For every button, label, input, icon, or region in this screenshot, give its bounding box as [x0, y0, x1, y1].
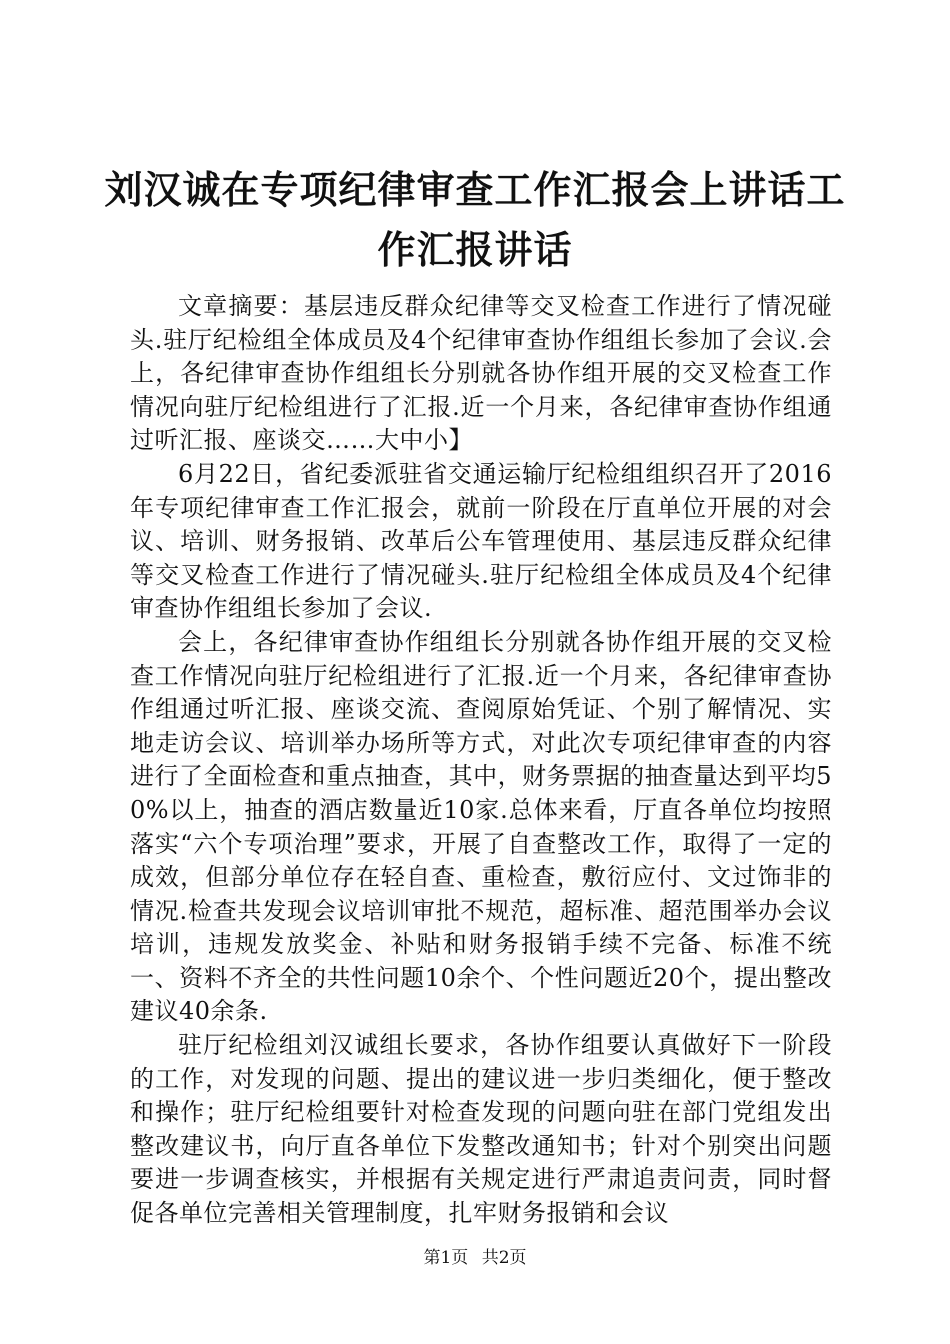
document-body — [130, 290, 832, 1231]
paragraph-requirements: 驻厅纪检组刘汉诚组长要求，各协作组要认真做好下一阶段的工作，对发现的问题、提出的建议进一步归类细化，便于整改和操作；驻厅纪检组要针对检查发现的问题向驻在部门党组发出整改建议书，向厅直各单位下发整改通知书；针对个别突出问题要进一步调查核实，并根据有关规定进行严肃追责问责，同时督促各单位完善相关管理制度，扎牢财务报销和会议 — [130, 1031, 832, 1228]
document-title: 刘汉诚在专项纪律审查工作汇报会上讲话工作汇报讲话 — [104, 168, 846, 272]
paragraph-report: 会上，各纪律审查协作组组长分别就各协作组开展的交叉检查工作情况向驻厅纪检组进行了汇报.近一个月来，各纪律审查协作组通过听汇报、座谈交流、查阅原始凭证、个别了解情况、实地走访会议、培训举办场所等方式，对此次专项纪律审查的内容进行了全面检查和重点抽查，其中，财务票据的抽查量达到平均50%以上，抽查的酒店数量近10家.总体来看，厅直各单位均按照落实“六个专项治理”要求，开展了自查整改工作，取得了一定的成效，但部分单位存在轻自查、重检查，敷衍应付、文过饰非的情况.检查共发现会议培训审批不规范，超标准、超范围举办会议培训，违规发放奖金、补贴和财务报销手续不完备、标准不统一、资料不齐全的共性问题10余个、个性问题近20个，提出整改建议40余条. — [130, 627, 832, 1026]
page-total: 共2页 — [481, 1248, 527, 1268]
paragraph-meeting: 6月22日，省纪委派驻省交通运输厅纪检组组织召开了2016年专项纪律审查工作汇报会，就前一阶段在厅直单位开展的对会议、培训、财务报销、改革后公车管理使用、基层违反群众纪律等交叉检查工作进行了情况碰头.驻厅纪检组全体成员及4个纪律审查协作组组长参加了会议. — [130, 459, 832, 623]
page-number: 第1页 — [423, 1248, 469, 1268]
paragraph-summary: 文章摘要：基层违反群众纪律等交叉检查工作进行了情况碰头.驻厅纪检组全体成员及4个纪律审查协作组组长参加了会议.会上，各纪律审查协作组组长分别就各协作组开展的交叉检查工作情况向驻厅纪检组进行了汇报.近一个月来，各纪律审查协作组通过听汇报、座谈交……大中小】 — [130, 292, 832, 455]
page-footer — [0, 1246, 950, 1270]
